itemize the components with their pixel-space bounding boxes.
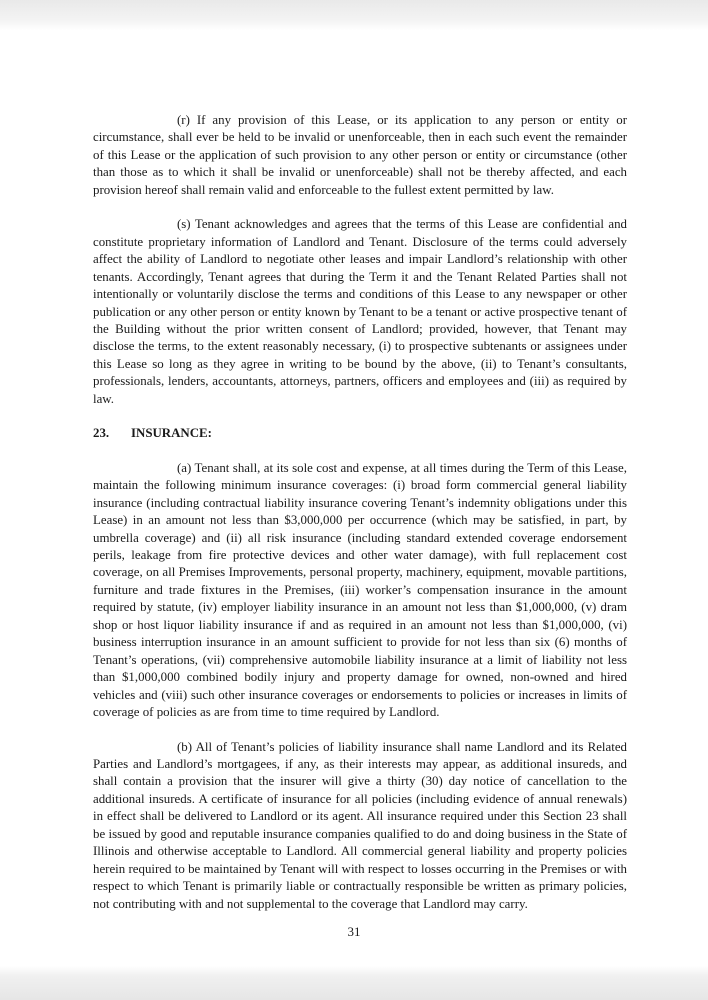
paragraph-a: (a) Tenant shall, at its sole cost and expense, at all times during the Term of this Lease, maintain the following minimum insurance coverages: (i) broad form commercial general liability insurance (including contractual liability insurance covering Tenant’s indemnity obligations under this Lease) in an amount not less than $3,000,000 per occurrence (which may be satisfied, in part, by umbrella coverage) and (ii) all risk insurance (including standard extended coverage endorsement perils, leakage from fire protective devices and other water damage), with full replacement cost coverage, on all Premises Improvements, personal property, machinery, equipment, movable partitions, furniture and trade fixtures in the Premises, (iii) worker’s compensation insurance in the amount required by statute, (iv) employer liability insurance in an amount not less than $1,000,000, (v) dram shop or host liquor liability insurance if and as required in an amount not less than $1,000,000, (vi) business interruption insurance in an amount sufficient to provide for not less than six (6) months of Tenant’s operations, (vii) comprehensive automobile liability insurance at a limit of liability not less than $1,000,000 combined bodily injury and property damage for owned, non-owned and hired vehicles and (viii) such other insurance coverages or endorsements to policies or increases in limits of coverage of policies as are from time to time required by Landlord. <box>93 460 627 720</box>
section-heading <box>93 425 627 442</box>
section-number: 23. <box>93 426 110 441</box>
paragraph-s: (s) Tenant acknowledges and agrees that the terms of this Lease are confidential and constitute proprietary information of Landlord and Tenant. Disclosure of the terms could adversely affect the ability of Landlord to negotiate other leases and impair Landlord’s relationship with other tenants. Accordingly, Tenant agrees that during the Term it and the Tenant Related Parties shall not intentionally or voluntarily disclose the terms and conditions of this Lease to any newspaper or other publication or any other person or entity known by Tenant to be a tenant or active prospective tenant of the Building without the prior written consent of Landlord; provided, however, that Tenant may disclose the terms, to the extent reasonably necessary, (i) to prospective subtenants or assignees under this Lease so long as they agree in writing to be bound by the above, (ii) to Tenant’s consultants, professionals, lenders, accountants, attorneys, partners, officers and employees and (iii) as required by law. <box>93 217 627 406</box>
scan-edge-bottom <box>0 966 708 1000</box>
document-body <box>93 112 627 913</box>
paragraph-b: (b) All of Tenant’s policies of liability insurance shall name Landlord and its Related Parties and Landlord’s mortgagees, if any, as their interests may appear, as additional insureds, and shall contain a provision that the insurer will give a thirty (30) day notice of cancellation to the additional insureds. A certificate of insurance for all policies (including evidence of annual renewals) in effect shall be delivered to Landlord or its agent. All insurance required under this Section 23 shall be issued by good and reputable insurance companies qualified to do and doing business in the State of Illinois and otherwise acceptable to Landlord. All commercial general liability and property policies herein required to be maintained by Tenant will with respect to losses occurring in the Premises or with respect to which Tenant is primarily liable or contractually responsible be written as primary policies, not contributing with and not supplemental to the coverage that Landlord may carry. <box>93 739 627 911</box>
scan-edge-top <box>0 0 708 30</box>
section-title: INSURANCE: <box>131 426 212 441</box>
paragraph-r: (r) If any provision of this Lease, or its application to any person or entity or circumstance, shall ever be held to be invalid or unenforceable, then in each such event the remainder of this Lease or the application of such provision to any other person or entity or circumstance (other than those as to which it shall be invalid or unenforceable) shall not be thereby affected, and each provision hereof shall remain valid and enforceable to the fullest extent permitted by law. <box>93 113 627 197</box>
page-number: 31 <box>347 924 361 939</box>
